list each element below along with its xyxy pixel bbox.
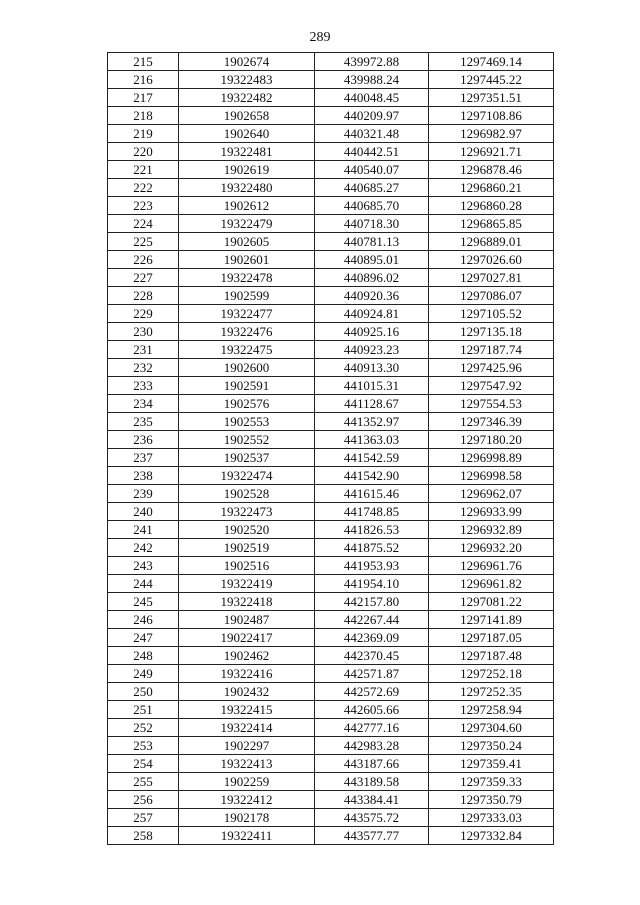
- point-number-cell: 251: [108, 701, 179, 719]
- coordinates-table: [107, 52, 554, 845]
- point-id-cell: 19322419: [179, 575, 315, 593]
- coordinate-x-cell: 440781.13: [315, 233, 429, 251]
- point-number-cell: 244: [108, 575, 179, 593]
- table-row: [108, 809, 554, 827]
- point-id-cell: 19322473: [179, 503, 315, 521]
- coordinate-y-cell: 1297350.79: [429, 791, 554, 809]
- point-number-cell: 217: [108, 89, 179, 107]
- coordinate-y-cell: 1297554.53: [429, 395, 554, 413]
- coordinate-x-cell: 440048.45: [315, 89, 429, 107]
- point-number-cell: 215: [108, 53, 179, 71]
- table-row: [108, 71, 554, 89]
- coordinate-x-cell: 440913.30: [315, 359, 429, 377]
- page-number: 289: [309, 30, 331, 45]
- point-id-cell: 1902612: [179, 197, 315, 215]
- table-row: [108, 431, 554, 449]
- coordinate-y-cell: 1296860.21: [429, 179, 554, 197]
- table-row: [108, 539, 554, 557]
- table-row: [108, 215, 554, 233]
- table-row: [108, 467, 554, 485]
- point-number-cell: 227: [108, 269, 179, 287]
- table-row: [108, 179, 554, 197]
- coordinate-x-cell: 440685.70: [315, 197, 429, 215]
- point-number-cell: 219: [108, 125, 179, 143]
- point-number-cell: 237: [108, 449, 179, 467]
- point-id-cell: 1902674: [179, 53, 315, 71]
- table-row: [108, 737, 554, 755]
- table-row: [108, 125, 554, 143]
- coordinate-y-cell: 1296860.28: [429, 197, 554, 215]
- point-number-cell: 248: [108, 647, 179, 665]
- coordinate-y-cell: 1297304.60: [429, 719, 554, 737]
- point-id-cell: 19322416: [179, 665, 315, 683]
- point-id-cell: 19322414: [179, 719, 315, 737]
- point-id-cell: 19322413: [179, 755, 315, 773]
- point-id-cell: 1902600: [179, 359, 315, 377]
- table-row: [108, 449, 554, 467]
- point-id-cell: 1902487: [179, 611, 315, 629]
- coordinate-y-cell: 1296982.97: [429, 125, 554, 143]
- point-number-cell: 225: [108, 233, 179, 251]
- point-id-cell: 19322483: [179, 71, 315, 89]
- point-number-cell: 233: [108, 377, 179, 395]
- point-id-cell: 1902553: [179, 413, 315, 431]
- point-id-cell: 19322475: [179, 341, 315, 359]
- coordinate-y-cell: 1297425.96: [429, 359, 554, 377]
- point-number-cell: 256: [108, 791, 179, 809]
- point-id-cell: 1902516: [179, 557, 315, 575]
- table-row: [108, 593, 554, 611]
- point-number-cell: 239: [108, 485, 179, 503]
- point-number-cell: 231: [108, 341, 179, 359]
- table-row: [108, 611, 554, 629]
- coordinate-y-cell: 1297135.18: [429, 323, 554, 341]
- point-number-cell: 253: [108, 737, 179, 755]
- coordinate-y-cell: 1296961.76: [429, 557, 554, 575]
- point-number-cell: 246: [108, 611, 179, 629]
- point-number-cell: 221: [108, 161, 179, 179]
- table-row: [108, 89, 554, 107]
- point-id-cell: 1902601: [179, 251, 315, 269]
- coordinate-y-cell: 1296932.20: [429, 539, 554, 557]
- point-number-cell: 240: [108, 503, 179, 521]
- point-number-cell: 254: [108, 755, 179, 773]
- coordinate-x-cell: 442157.80: [315, 593, 429, 611]
- point-number-cell: 252: [108, 719, 179, 737]
- table-row: [108, 701, 554, 719]
- point-id-cell: 19322474: [179, 467, 315, 485]
- coordinate-x-cell: 442777.16: [315, 719, 429, 737]
- point-number-cell: 255: [108, 773, 179, 791]
- point-id-cell: 1902605: [179, 233, 315, 251]
- table-row: [108, 305, 554, 323]
- coordinate-x-cell: 440209.97: [315, 107, 429, 125]
- table-row: [108, 719, 554, 737]
- coordinate-x-cell: 439972.88: [315, 53, 429, 71]
- table-row: [108, 395, 554, 413]
- point-id-cell: 19322481: [179, 143, 315, 161]
- coordinate-y-cell: 1297346.39: [429, 413, 554, 431]
- table-row: [108, 557, 554, 575]
- coordinate-y-cell: 1296961.82: [429, 575, 554, 593]
- point-id-cell: 1902519: [179, 539, 315, 557]
- table-row: [108, 161, 554, 179]
- point-number-cell: 216: [108, 71, 179, 89]
- coordinate-y-cell: 1296998.58: [429, 467, 554, 485]
- coordinate-y-cell: 1296878.46: [429, 161, 554, 179]
- point-id-cell: 1902658: [179, 107, 315, 125]
- point-number-cell: 229: [108, 305, 179, 323]
- coordinate-y-cell: 1297469.14: [429, 53, 554, 71]
- point-id-cell: 19322482: [179, 89, 315, 107]
- table-row: [108, 521, 554, 539]
- table-row: [108, 827, 554, 845]
- point-id-cell: 1902297: [179, 737, 315, 755]
- point-id-cell: 19322415: [179, 701, 315, 719]
- coordinate-x-cell: 441128.67: [315, 395, 429, 413]
- coordinate-x-cell: 441363.03: [315, 431, 429, 449]
- coordinate-y-cell: 1297350.24: [429, 737, 554, 755]
- coordinate-x-cell: 443575.72: [315, 809, 429, 827]
- coordinate-y-cell: 1297187.05: [429, 629, 554, 647]
- coordinate-y-cell: 1297086.07: [429, 287, 554, 305]
- table-row: [108, 629, 554, 647]
- table-row: [108, 791, 554, 809]
- point-number-cell: 245: [108, 593, 179, 611]
- coordinate-x-cell: 442369.09: [315, 629, 429, 647]
- point-id-cell: 19322478: [179, 269, 315, 287]
- coordinate-y-cell: 1297105.52: [429, 305, 554, 323]
- point-id-cell: 1902576: [179, 395, 315, 413]
- coordinate-x-cell: 442605.66: [315, 701, 429, 719]
- point-id-cell: 1902528: [179, 485, 315, 503]
- coordinate-y-cell: 1297351.51: [429, 89, 554, 107]
- table-row: [108, 755, 554, 773]
- coordinate-x-cell: 443577.77: [315, 827, 429, 845]
- coordinate-y-cell: 1297252.35: [429, 683, 554, 701]
- point-id-cell: 19322477: [179, 305, 315, 323]
- coordinate-y-cell: 1297187.74: [429, 341, 554, 359]
- table-row: [108, 773, 554, 791]
- table-row: [108, 413, 554, 431]
- coordinate-x-cell: 440442.51: [315, 143, 429, 161]
- coordinate-x-cell: 441542.90: [315, 467, 429, 485]
- coordinate-y-cell: 1296998.89: [429, 449, 554, 467]
- point-number-cell: 249: [108, 665, 179, 683]
- coordinate-y-cell: 1297359.33: [429, 773, 554, 791]
- point-number-cell: 257: [108, 809, 179, 827]
- table-row: [108, 197, 554, 215]
- table-row: [108, 359, 554, 377]
- coordinate-x-cell: 440924.81: [315, 305, 429, 323]
- table-row: [108, 107, 554, 125]
- coordinate-y-cell: 1297333.03: [429, 809, 554, 827]
- coordinate-x-cell: 439988.24: [315, 71, 429, 89]
- table-row: [108, 251, 554, 269]
- point-number-cell: 222: [108, 179, 179, 197]
- coordinate-y-cell: 1297187.48: [429, 647, 554, 665]
- coordinate-y-cell: 1297027.81: [429, 269, 554, 287]
- point-id-cell: 1902520: [179, 521, 315, 539]
- coordinate-y-cell: 1296933.99: [429, 503, 554, 521]
- point-number-cell: 230: [108, 323, 179, 341]
- point-number-cell: 223: [108, 197, 179, 215]
- point-number-cell: 243: [108, 557, 179, 575]
- coordinate-x-cell: 440321.48: [315, 125, 429, 143]
- coordinate-x-cell: 440685.27: [315, 179, 429, 197]
- point-number-cell: 238: [108, 467, 179, 485]
- point-id-cell: 1902259: [179, 773, 315, 791]
- coordinate-x-cell: 441954.10: [315, 575, 429, 593]
- table-row: [108, 53, 554, 71]
- table-row: [108, 323, 554, 341]
- point-number-cell: 232: [108, 359, 179, 377]
- point-id-cell: 1902640: [179, 125, 315, 143]
- table-row: [108, 647, 554, 665]
- point-id-cell: 1902178: [179, 809, 315, 827]
- point-number-cell: 218: [108, 107, 179, 125]
- coordinate-y-cell: 1297445.22: [429, 71, 554, 89]
- point-id-cell: 19322418: [179, 593, 315, 611]
- coordinate-y-cell: 1296865.85: [429, 215, 554, 233]
- coordinate-y-cell: 1296962.07: [429, 485, 554, 503]
- table-row: [108, 341, 554, 359]
- point-number-cell: 224: [108, 215, 179, 233]
- point-id-cell: 1902552: [179, 431, 315, 449]
- coordinate-y-cell: 1297141.89: [429, 611, 554, 629]
- table-row: [108, 683, 554, 701]
- point-id-cell: 1902591: [179, 377, 315, 395]
- coordinate-x-cell: 441748.85: [315, 503, 429, 521]
- coordinate-x-cell: 440895.01: [315, 251, 429, 269]
- coordinate-x-cell: 441352.97: [315, 413, 429, 431]
- point-number-cell: 234: [108, 395, 179, 413]
- point-id-cell: 19322411: [179, 827, 315, 845]
- table-row: [108, 377, 554, 395]
- coordinate-x-cell: 440896.02: [315, 269, 429, 287]
- coordinate-y-cell: 1297108.86: [429, 107, 554, 125]
- coordinate-y-cell: 1297026.60: [429, 251, 554, 269]
- coordinate-y-cell: 1297547.92: [429, 377, 554, 395]
- coordinate-x-cell: 440923.23: [315, 341, 429, 359]
- point-id-cell: 1902537: [179, 449, 315, 467]
- table-row: [108, 665, 554, 683]
- coordinate-x-cell: 442267.44: [315, 611, 429, 629]
- coordinate-x-cell: 440718.30: [315, 215, 429, 233]
- coordinate-x-cell: 440540.07: [315, 161, 429, 179]
- coordinate-y-cell: 1297252.18: [429, 665, 554, 683]
- coordinate-y-cell: 1296921.71: [429, 143, 554, 161]
- coordinate-x-cell: 441875.52: [315, 539, 429, 557]
- coordinate-x-cell: 441542.59: [315, 449, 429, 467]
- point-id-cell: 1902462: [179, 647, 315, 665]
- table-row: [108, 485, 554, 503]
- coordinate-x-cell: 442370.45: [315, 647, 429, 665]
- point-number-cell: 247: [108, 629, 179, 647]
- point-number-cell: 220: [108, 143, 179, 161]
- coordinate-y-cell: 1297258.94: [429, 701, 554, 719]
- table-row: [108, 575, 554, 593]
- point-id-cell: 1902432: [179, 683, 315, 701]
- coordinate-y-cell: 1297332.84: [429, 827, 554, 845]
- table-row: [108, 233, 554, 251]
- coordinate-y-cell: 1297180.20: [429, 431, 554, 449]
- point-number-cell: 242: [108, 539, 179, 557]
- table-row: [108, 287, 554, 305]
- coordinate-x-cell: 441615.46: [315, 485, 429, 503]
- coordinate-x-cell: 443384.41: [315, 791, 429, 809]
- coordinate-y-cell: 1296932.89: [429, 521, 554, 539]
- coordinate-x-cell: 443187.66: [315, 755, 429, 773]
- table-row: [108, 503, 554, 521]
- coordinate-x-cell: 443189.58: [315, 773, 429, 791]
- coordinate-y-cell: 1296889.01: [429, 233, 554, 251]
- table-row: [108, 269, 554, 287]
- point-id-cell: 19322480: [179, 179, 315, 197]
- coordinate-x-cell: 441953.93: [315, 557, 429, 575]
- table-row: [108, 143, 554, 161]
- point-number-cell: 226: [108, 251, 179, 269]
- coordinate-x-cell: 442572.69: [315, 683, 429, 701]
- coordinate-x-cell: 441015.31: [315, 377, 429, 395]
- coordinate-x-cell: 442983.28: [315, 737, 429, 755]
- point-number-cell: 235: [108, 413, 179, 431]
- coordinate-y-cell: 1297081.22: [429, 593, 554, 611]
- point-id-cell: 19322476: [179, 323, 315, 341]
- point-number-cell: 228: [108, 287, 179, 305]
- point-id-cell: 19322412: [179, 791, 315, 809]
- point-id-cell: 19322479: [179, 215, 315, 233]
- coordinate-x-cell: 441826.53: [315, 521, 429, 539]
- coordinate-x-cell: 442571.87: [315, 665, 429, 683]
- point-id-cell: 1902619: [179, 161, 315, 179]
- point-number-cell: 241: [108, 521, 179, 539]
- point-number-cell: 250: [108, 683, 179, 701]
- point-id-cell: 1902599: [179, 287, 315, 305]
- coordinates-table-body: [108, 53, 554, 845]
- coordinate-y-cell: 1297359.41: [429, 755, 554, 773]
- point-number-cell: 236: [108, 431, 179, 449]
- point-id-cell: 19022417: [179, 629, 315, 647]
- point-number-cell: 258: [108, 827, 179, 845]
- coordinate-x-cell: 440920.36: [315, 287, 429, 305]
- coordinate-x-cell: 440925.16: [315, 323, 429, 341]
